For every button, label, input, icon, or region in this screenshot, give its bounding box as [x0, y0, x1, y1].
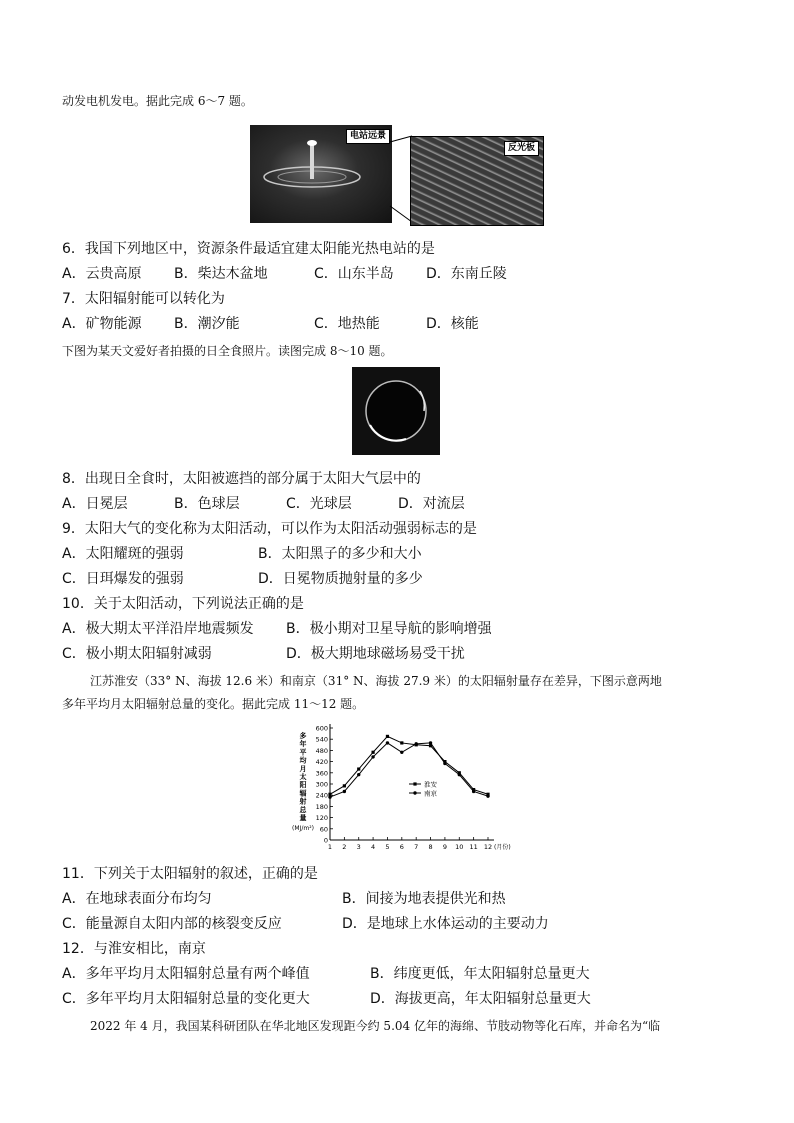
solar-radiation-chart [285, 718, 511, 858]
y-axis-label-char: 阳 [299, 781, 307, 790]
solar-eclipse-photo [352, 367, 440, 455]
series-line-1 [330, 743, 488, 797]
question-6-stem: 6．我国下列地区中，资源条件最适宜建太阳能光热电站的是 [62, 241, 435, 257]
series-1-point [414, 742, 417, 745]
y-axis-label-char: 辐 [299, 789, 307, 798]
legend-label-1: 南京 [424, 789, 437, 798]
q7-option-b: B．潮汐能 [174, 316, 240, 332]
question-7-stem: 7．太阳辐射能可以转化为 [62, 291, 225, 307]
q7-option-a: A．矿物能源 [62, 316, 142, 332]
q10-option-d: D．极大期地球磁场易受干扰 [286, 646, 465, 662]
question-10-stem: 10．关于太阳活动，下列说法正确的是 [62, 596, 304, 612]
y-tick-label: 0 [323, 836, 328, 845]
y-tick-label: 420 [315, 758, 328, 767]
series-1-point [371, 755, 374, 758]
series-1-point [328, 795, 331, 798]
y-tick-label: 120 [315, 814, 328, 823]
x-tick-label: 10 [455, 843, 464, 851]
series-1-point [429, 741, 432, 744]
y-axis-label-char: 量 [299, 814, 307, 822]
series-1-point [443, 762, 446, 765]
zoom-connector-lines [390, 136, 412, 224]
series-1-point [486, 794, 489, 797]
legend-marker-1 [413, 791, 416, 794]
y-axis-label-char: 年 [299, 740, 307, 749]
x-tick-label: 8 [428, 843, 433, 851]
q11-option-d: D．是地球上水体运动的主要动力 [342, 916, 549, 932]
y-tick-label: 300 [315, 780, 328, 789]
power-station-photo [250, 125, 392, 223]
legend-marker-0 [413, 782, 416, 785]
y-axis-label-char: 平 [299, 748, 307, 757]
question-11-stem: 11．下列关于太阳辐射的叙述，正确的是 [62, 866, 318, 882]
question-12-stem: 12．与淮安相比，南京 [62, 941, 206, 957]
series-0-point [386, 735, 389, 738]
intro-text-13: 2022 年 4 月，我国某科研团队在华北地区发现距今约 5.04 亿年的海绵、节肢动物等化石库，并命名为“临 [90, 1019, 661, 1033]
q9-option-c: C．日珥爆发的强弱 [62, 571, 184, 587]
series-1-point [400, 751, 403, 754]
x-tick-label: 1 [327, 843, 333, 851]
x-tick-label: 4 [371, 843, 376, 851]
q12-option-b: B．纬度更低，年太阳辐射总量更大 [370, 966, 590, 982]
x-tick-label: 6 [399, 843, 404, 851]
q7-option-d: D．核能 [426, 316, 479, 332]
y-axis-label-char: 太 [299, 773, 307, 781]
y-tick-label: 540 [315, 735, 328, 744]
q12-option-a: A．多年平均月太阳辐射总量有两个峰值 [62, 966, 310, 982]
q8-option-b: B．色球层 [174, 496, 240, 512]
y-tick-label: 240 [315, 791, 328, 800]
q11-option-c: C．能量源自太阳内部的核裂变反应 [62, 916, 282, 932]
x-tick-label: 7 [414, 843, 419, 851]
x-tick-label: 2 [342, 843, 347, 851]
y-tick-label: 480 [315, 746, 328, 755]
series-0-point [400, 741, 403, 744]
series-1-point [357, 773, 360, 776]
q6-option-b: B．柴达木盆地 [174, 266, 268, 282]
q9-option-b: B．太阳黑子的多少和大小 [258, 546, 422, 562]
x-tick-label: 9 [442, 843, 447, 851]
y-axis-label-char: 多 [299, 732, 307, 740]
y-axis-label-char: 射 [299, 797, 307, 806]
intro-text-11-12-line2: 多年平均月太阳辐射总量的变化。据此完成 11～12 题。 [62, 697, 365, 711]
y-axis-label-char: 均 [299, 756, 307, 765]
eclipse-ring-drawing [352, 367, 440, 455]
label-power-station: 电站远景 [346, 129, 390, 144]
y-tick-label: 180 [315, 802, 328, 811]
series-1-point [458, 773, 461, 776]
question-8-stem: 8．出现日全食时，太阳被遮挡的部分属于太阳大气层中的 [62, 471, 421, 487]
series-line-0 [330, 736, 488, 794]
series-0-point [343, 784, 346, 787]
x-tick-label: 3 [356, 843, 361, 851]
y-tick-label: 600 [315, 724, 328, 733]
series-1-point [343, 790, 346, 793]
y-axis-unit: (MJ/m²) [292, 825, 314, 833]
q11-option-b: B．间接为地表提供光和热 [342, 891, 506, 907]
y-axis-label-char: 总 [299, 805, 307, 814]
q10-option-c: C．极小期太阳辐射减弱 [62, 646, 212, 662]
x-tick-label: 5 [385, 843, 390, 851]
reflector-panel-photo [410, 136, 544, 226]
q10-option-b: B．极小期对卫星导航的影响增强 [286, 621, 492, 637]
question-9-stem: 9．太阳大气的变化称为太阳活动，可以作为太阳活动强弱标志的是 [62, 521, 477, 537]
series-1-point [386, 741, 389, 744]
intro-text-11-12-line1: 江苏淮安（33° N、海拔 12.6 米）和南京（31° N、海拔 27.9 米）的太阳辐射量存在差异，下图示意两地 [90, 674, 662, 688]
x-tick-label: 12 [483, 843, 493, 851]
q8-option-d: D．对流层 [398, 496, 465, 512]
label-reflector: 反光板 [504, 141, 539, 156]
q6-option-a: A．云贵高原 [62, 266, 142, 282]
q6-option-c: C．山东半岛 [314, 266, 394, 282]
x-axis-label: (月份) [494, 844, 511, 851]
series-0-point [357, 767, 360, 770]
series-0-point [371, 751, 374, 754]
q11-option-a: A．在地球表面分布均匀 [62, 891, 212, 907]
y-tick-label: 60 [319, 825, 328, 834]
y-tick-label: 360 [315, 769, 328, 778]
q9-option-a: A．太阳耀斑的强弱 [62, 546, 184, 562]
x-tick-label: 11 [469, 843, 478, 851]
q12-option-d: D．海拔更高，年太阳辐射总量更大 [370, 991, 591, 1007]
intro-text-8-10: 下图为某天文爱好者拍摄的日全食照片。读图完成 8～10 题。 [62, 344, 393, 358]
q10-option-a: A．极大期太平洋沿岸地震频发 [62, 621, 254, 637]
series-1-point [472, 790, 475, 793]
q8-option-c: C．光球层 [286, 496, 352, 512]
intro-text-6-7: 动发电机发电。据此完成 6～7 题。 [62, 94, 253, 108]
q9-option-d: D．日冕物质抛射量的多少 [258, 571, 423, 587]
q7-option-c: C．地热能 [314, 316, 380, 332]
y-axis-label-char: 月 [299, 764, 307, 773]
q6-option-d: D．东南丘陵 [426, 266, 507, 282]
q8-option-a: A．日冕层 [62, 496, 128, 512]
q12-option-c: C．多年平均月太阳辐射总量的变化更大 [62, 991, 310, 1007]
legend-label-0: 淮安 [424, 780, 437, 789]
